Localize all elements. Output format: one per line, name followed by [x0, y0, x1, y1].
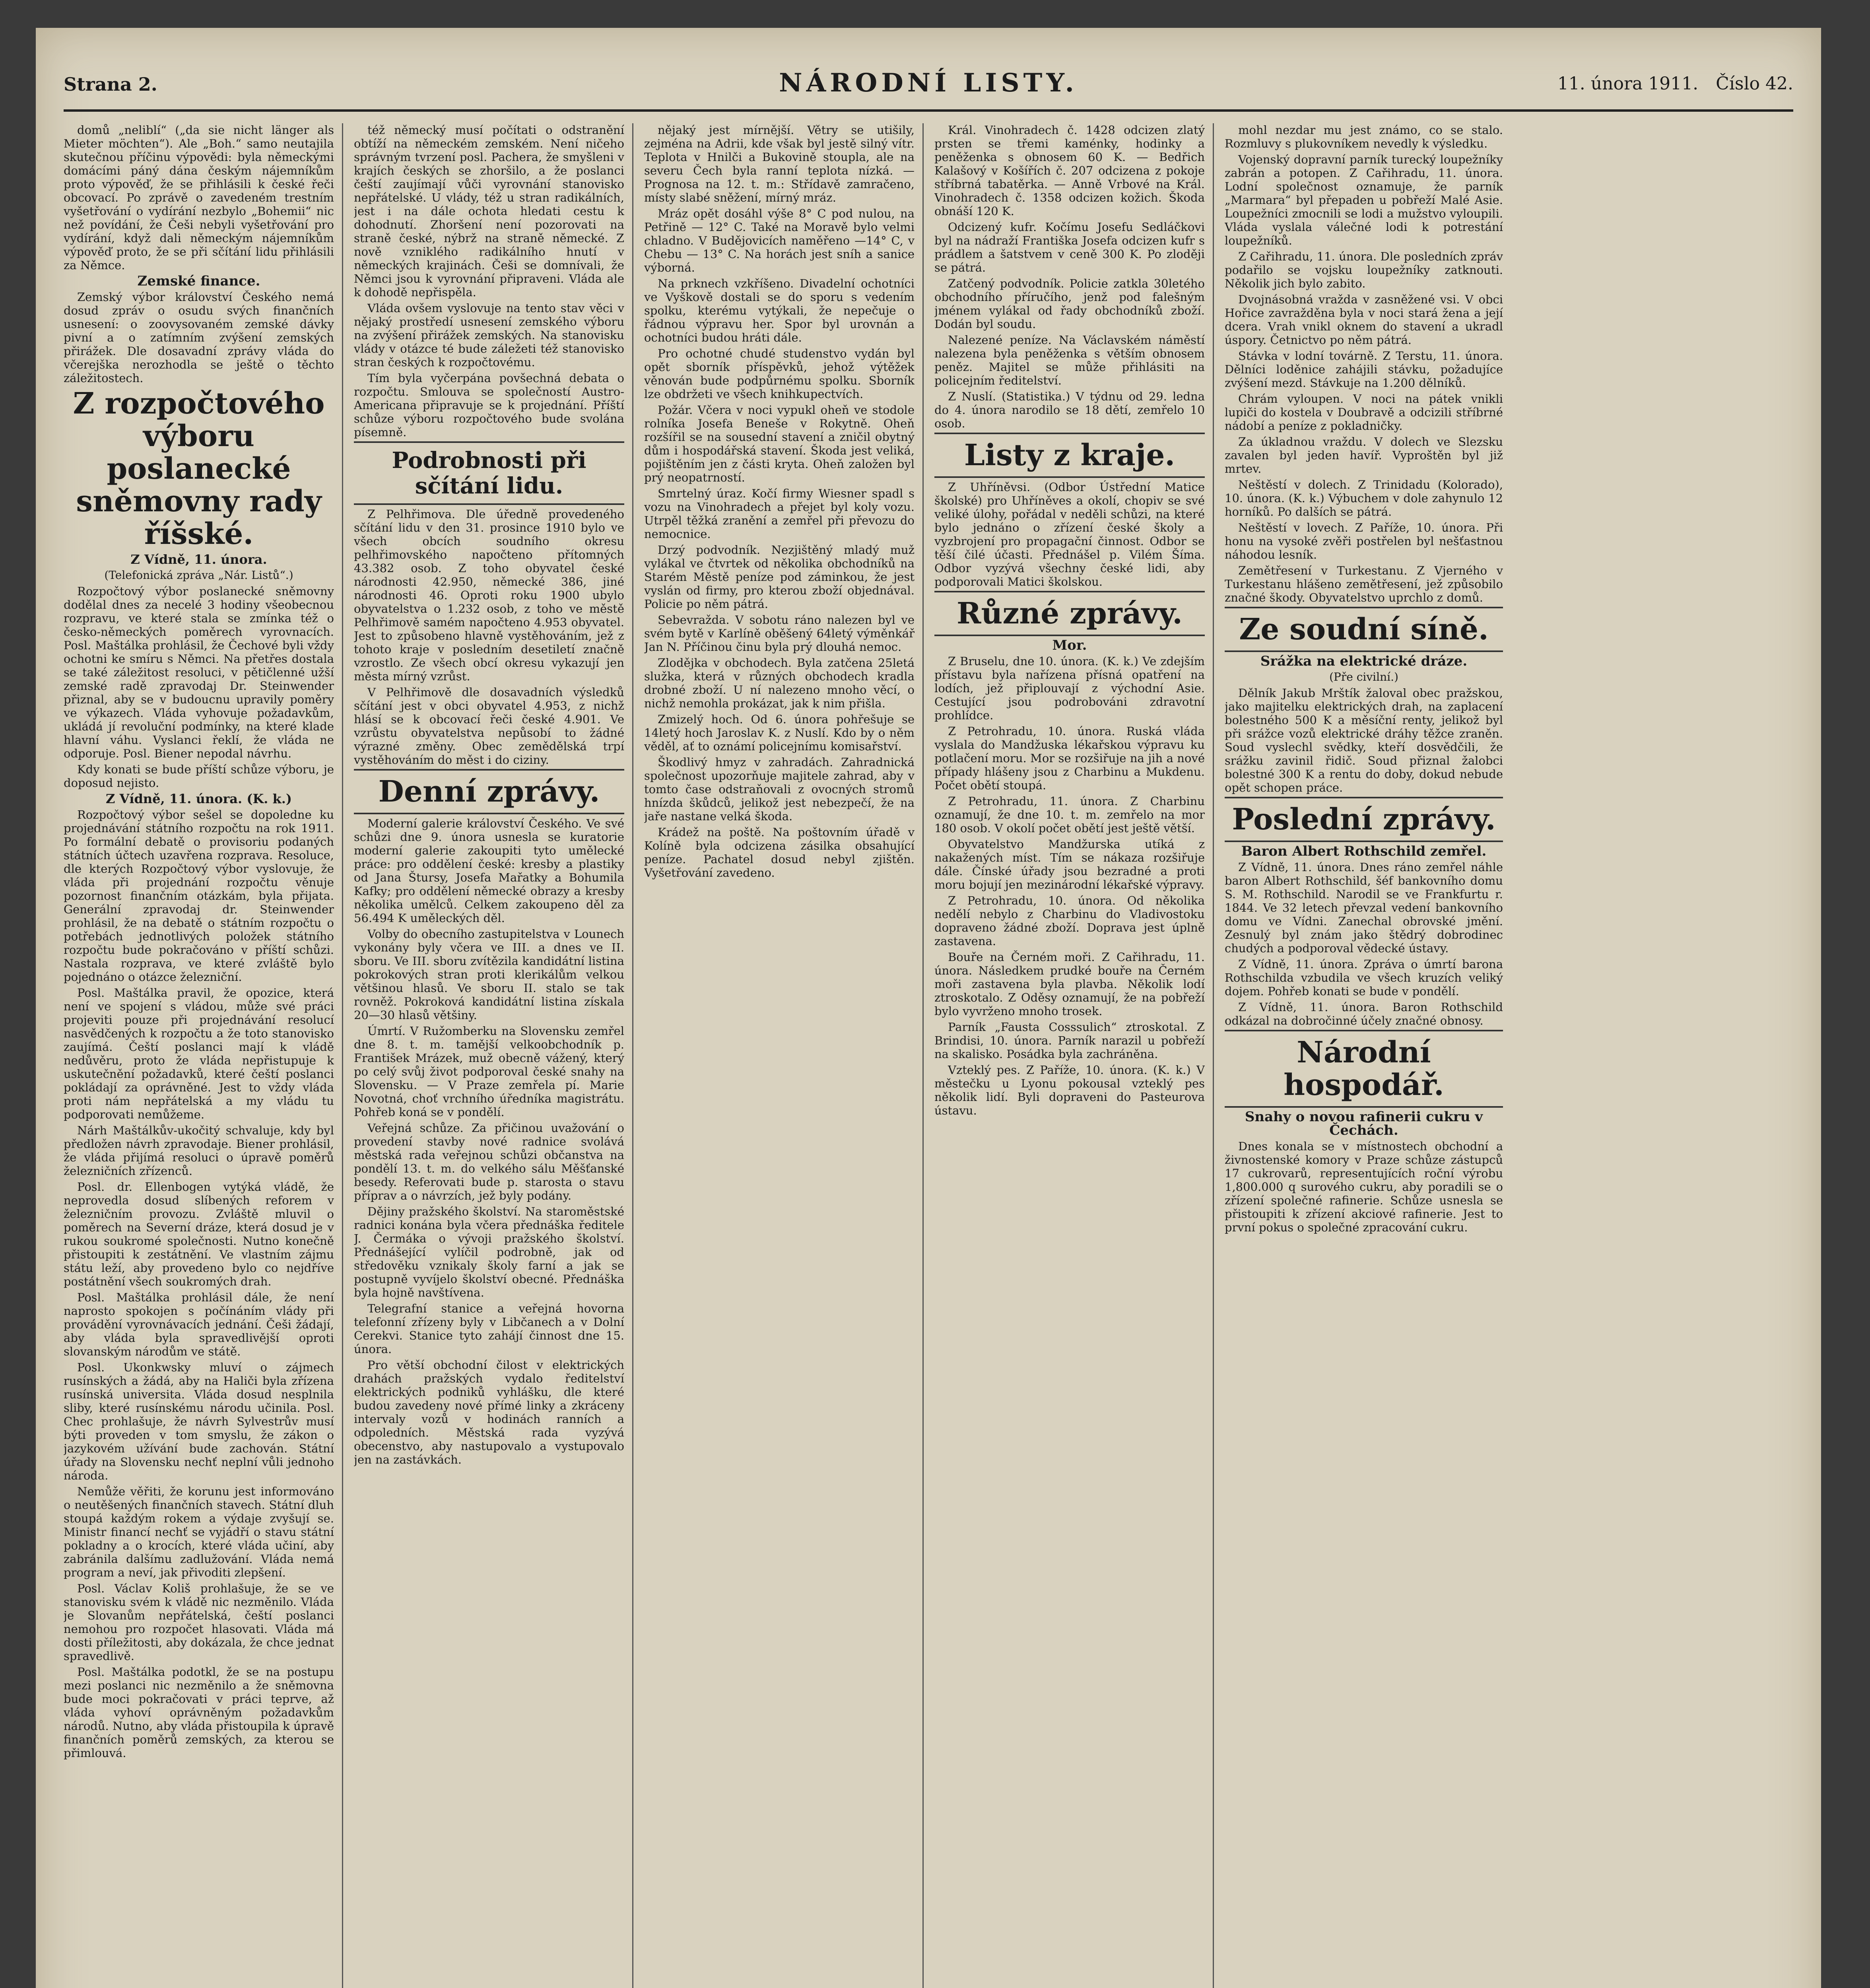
article-text: Z Bruselu, dne 10. února. (K. k.) Ve zdejším přístavu byla nařízena přísná opatření na lodích, jež připlouvají z východní Asie. Cestující jsou podrobováni zdravotní prohlídce. [934, 654, 1205, 722]
article-text: Požár. Včera v noci vypukl oheň ve stodole rolníka Josefa Beneše v Rokytně. Oheň rozšířil se na sousední stavení a zničil obytný dům i hospodářská stavení. Škoda jest veliká, pojištěním jen z části kryta. Oheň založen byl prý neopatrností. [644, 403, 915, 484]
article-text: Telegrafní stanice a veřejná hovorna telefonní zřízeny byly v Libčanech a v Dolní Cerekvi. Stanice tyto zahájí činnost dne 15. února. [354, 1302, 624, 1356]
dateline: Z Vídně, 11. února. [130, 552, 267, 567]
article-text: Posl. dr. Ellenbogen vytýká vládě, že neprovedla dosud slíbených reforem v železničním provozu. Zvláště mluvil o poměrech na Severní dráze, která dosud je v rukou soukromé společnosti. Nutno konečně přistoupiti k zestátnění. Ve vlastním zájmu státu leží, aby provedeno bylo co nejdříve postátnění všech soukromých drah. [64, 1180, 334, 1288]
section-heading: Denní zprávy. [354, 769, 624, 814]
column-4 [934, 123, 1205, 1988]
subheading: Srážka na elektrické dráze. [1260, 653, 1468, 669]
article-text: Obyvatelstvo Mandžurska utíká z nakažených míst. Tím se nákaza rozšiřuje dále. Čínské úřady jsou bezradné a proti moru bojují jen mezinárodní lékařské výpravy. [934, 837, 1205, 891]
article-text: Z Petrohradu, 11. února. Z Charbinu oznamují, že dne 10. t. m. zemřelo na mor 180 osob. V okolí počet obětí jest ještě větší. [934, 794, 1205, 835]
issue-number: Číslo 42. [1716, 74, 1793, 94]
article-text: Veřejná schůze. Za přičinou uvažování o provedení stavby nové radnice svolává městská rada veřejnou schůzi občanstva na pondělí 13. t. m. do velkého sálu Měšťanské besedy. Referovati bude p. starosta o stavu příprav a o návrzích, jež byly podány. [354, 1121, 624, 1202]
section-heading: Listy z kraje. [934, 433, 1205, 478]
subheading: Mor. [1052, 637, 1087, 653]
article-text: Zatčený podvodník. Policie zatkla 30letého obchodního příručího, jenž pod falešným jménem vylákal od řady obchodníků zboží. Dodán byl soudu. [934, 277, 1205, 331]
section-heading: Národní hospodář. [1225, 1030, 1503, 1108]
article-text: Za úkladnou vraždu. V dolech ve Slezsku zavalen byl jeden havíř. Vyproštěn byl již mrtev. [1225, 435, 1503, 476]
article-text: Vojenský dopravní parník turecký loupežníky zabrán a potopen. Z Cařihradu, 11. února. Lodní společnost oznamuje, že parník „Marmara“ byl přepaden u pobřeží Malé Asie. Loupežníci zmocnili se lodi a mužstvo vyloupili. Vláda vyslala válečné lodi k potrestání loupežníků. [1225, 153, 1503, 247]
article-text: domů „neliblí“ („da sie nicht länger als Mieter möchten“). Ale „Boh.“ samo neutajila skutečnou příčinu výpovědi: byla německými domácími páný dána českým nájemníkům proto výpověď, že se přihlásili k české řeči obcovací. Po zprávě o zavedeném trestním vyšetřování o vydírání nezbylo „Bohemii“ nic než povídání, že Češi nebyli vyšetřování pro vydírání, když dali německým nájemníkům výpověď proto, že se při sčítání lidu přihlásili za Němce. [64, 123, 334, 272]
article-text: Krádež na poště. Na poštovním úřadě v Kolíně byla odcizena zásilka obsahující peníze. Pachatel dosud nebyl zjištěn. Vyšetřování zavedeno. [644, 825, 915, 879]
column-rule [1213, 123, 1214, 1988]
article-text: Bouře na Černém moři. Z Cařihradu, 11. února. Následkem prudké bouře na Černém moři zastavena byla plavba. Několik lodí ztroskotalo. Z Oděsy oznamují, že na pobřeží bylo vyvrženo mnoho trosek. [934, 950, 1205, 1018]
article-text: Pro větší obchodní čilost v elektrických drahách pražských vydalo ředitelství elektrických podniků vyhlášku, dle které budou zavedeny nové přímé linky a zkráceny intervaly vozů v hodinách ranních a odpoledních. Městská rada vyzývá obecenstvo, aby nastupovalo a vystupovalo jen na zastávkách. [354, 1358, 624, 1466]
article-text: Král. Vinohradech č. 1428 odcizen zlatý prsten se třemi kaménky, hodinky a peněženka s obnosem 60 K. — Bedřich Kalašový v Košířích č. 207 odcizena z pokoje stříbrná tabatěrka. — Anně Vrbové na Král. Vinohradech č. 1358 odcizen kožich. Škoda obnáší 120 K. [934, 123, 1205, 218]
article-text: Sebevražda. V sobotu ráno nalezen byl ve svém bytě v Karlíně oběšený 64letý výměnkář Jan N. Příčinou činu byla prý dlouhá nemoc. [644, 613, 915, 654]
article-text: Pro ochotné chudé studenstvo vydán byl opět sborník příspěvků, jehož výtěžek věnován bude podpůrnému spolku. Sborník lze obdržeti ve všech knihkupectvích. [644, 347, 915, 401]
article-text: Z Uhříněvsi. (Odbor Ústřední Matice školské) pro Uhříněves a okolí, chopiv se své veliké úlohy, pořádal v neděli schůzi, na které bylo jednáno o zřízení české školy a vyzbrojení pro propagační činnost. Odbor se těší čilé účasti. Přednášel p. Vilém Šíma. Odbor vyzývá všechny české lidi, aby podporovali Matici školskou. [934, 480, 1205, 588]
page-header [64, 66, 1793, 112]
column-rule [632, 123, 633, 1988]
article-text: Tím byla vyčerpána povšechná debata o rozpočtu. Smlouva se společností Austro-Americana připravuje se k projednání. Příští schůze výboru rozpočtového bude svolána písemně. [354, 371, 624, 439]
article-text: Chrám vyloupen. V noci na pátek vnikli lupiči do kostela v Doubravě a odcizili stříbrné nádobí a peníze z pokladničky. [1225, 392, 1503, 433]
article-text: Úmrtí. V Ružomberku na Slovensku zemřel dne 8. t. m. tamější velkoobchodník p. František Mrázek, muž obecně vážený, který po celý svůj život podporoval české snahy na Slovensku. — V Praze zemřela pí. Marie Novotná, choť vrchního úředníka magistrátu. Pohřeb koná se v pondělí. [354, 1024, 624, 1119]
column-2 [354, 123, 624, 1988]
article-text: Dějiny pražského školství. Na staroměstské radnici konána byla včera přednáška ředitele J. Čermáka o vývoji pražského školství. Přednášející vylíčil podrobně, jak od středověku vznikaly školy farní a jak se postupně vyvíjelo školství obecné. Přednáška byla hojně navštívena. [354, 1205, 624, 1299]
subheading: Snahy o novou rafinerii cukru v Čechách. [1245, 1109, 1483, 1138]
article-text: Stávka v lodní továrně. Z Terstu, 11. února. Dělníci loděnice zahájili stávku, požadujíce zvýšení mezd. Stávkuje na 1.200 dělníků. [1225, 349, 1503, 390]
issue-date: 11. února 1911. [1557, 74, 1699, 94]
article-text: Z Vídně, 11. února. Dnes ráno zemřel náhle baron Albert Rothschild, šéf bankovního domu S. M. Rothschild. Narodil se ve Frankfurtu r. 1844. Ve 32 letech převzal vedení bankovního domu ve Vídni. Zanechal obrovské jmění. Zesnulý byl znám jako štědrý dobrodinec chudých a podporoval vědecké ústavy. [1225, 860, 1503, 955]
article-text: Mráz opět dosáhl výše 8° C pod nulou, na Petřině — 12° C. Také na Moravě bylo velmi chladno. V Budějovicích naměřeno —14° C, v Chebu — 13° C. Na horách jest sníh a sanice výborná. [644, 207, 915, 274]
article-text: Z Vídně, 11. února. Baron Rothschild odkázal na dobročinné účely značné obnosy. [1225, 1000, 1503, 1027]
article-text: Posl. Maštálka pravil, že opozice, která není ve spojení s vládou, může své práci projeviti pouze při projednávání resolucí nasvědčených k rozpočtu a že toto stanovisko zaujímá. Čeští poslanci mají k vládě nedůvěru, proto že vláda nepřistupuje k uskutečnění požadavků, které čeští poslanci pokládají za oprávněné. Jest to vždy vláda proti nám nepřátelská a my vládu tu podporovati nemůžeme. [64, 986, 334, 1121]
article-text: Volby do obecního zastupitelstva v Lounech vykonány byly včera ve III. a dnes ve II. sboru. Ve III. sboru zvítězila kandidátní listina pokrokových stran proti klerikálům velkou většinou hlasů. Ve sboru II. stalo se tak rovněž. Pokroková kandidátní listina získala 20—30 hlasů většiny. [354, 927, 624, 1022]
article-heading: Z rozpočtového výboru poslanecké sněmovny rady říšské. [73, 386, 325, 551]
article-text: Posl. Ukonkwsky mluví o zájmech rusínských a žádá, aby na Haliči byla zřízena rusínská universita. Vláda dosud nesplnila sliby, které rusínskému národu učinila. Posl. Chec prohlašuje, že návrh Sylvestrův musí býti proveden v tom smyslu, že zákon o jazykovém užívání bude zachován. Státní úřady na Slovensku nechť neplní vůli jednoho národa. [64, 1361, 334, 1482]
article-text: Z Cařihradu, 11. února. Dle posledních zpráv podařilo se vojsku loupežníky zatknouti. Několik jich bylo zabito. [1225, 250, 1503, 290]
source-note: (Telefonická zpráva „Nár. Listů“.) [104, 569, 293, 582]
section-heading: Různé zprávy. [934, 591, 1205, 636]
article-text: Nemůže věřiti, že korunu jest informováno o neutěšených finančních stavech. Státní dluh stoupá každým rokem a výdaje zvyšují se. Ministr financí nechť se vyjádří o stavu státní pokladny a o krocích, které vláda učiní, aby zabránila dalšímu zadlužování. Vláda nemá program a neví, jak přivoditi zlepšení. [64, 1485, 334, 1579]
article-heading: Podrobnosti při sčítání lidu. [354, 441, 624, 505]
subheading-note: (Pře civilní.) [1329, 670, 1398, 683]
issue-info [1546, 74, 1793, 94]
article-text: Z Vídně, 11. února. Zpráva o úmrtí barona Rothschilda vzbudila ve všech kruzích veliký dojem. Pohřeb konati se bude v pondělí. [1225, 957, 1503, 998]
article-text: Zmizelý hoch. Od 6. února pohřešuje se 14letý hoch Jaroslav K. z Nuslí. Kdo by o něm věděl, ať to oznámí policejnímu komisařství. [644, 712, 915, 753]
column-rule [922, 123, 924, 1988]
article-text: Nalezené peníze. Na Václavském náměstí nalezena byla peněženka s větším obnosem peněz. Majitel se může přihlásiti na policejním ředitelství. [934, 333, 1205, 387]
article-text: Zlodějka v obchodech. Byla zatčena 25letá služka, která v různých obchodech kradla drobné zboží. U ní nalezeno mnoho věcí, o nichž nemohla prokázat, jak k nim přišla. [644, 656, 915, 710]
subheading: Baron Albert Rothschild zemřel. [1241, 843, 1487, 859]
article-text: Nárh Maštálkův-ukočitý schvaluje, kdy byl předložen návrh zpravodaje. Biener prohlásil, že vláda přijímá resoluci o úpravě poměrů železničních zřízenců. [64, 1124, 334, 1178]
article-text: Drzý podvodník. Nezjištěný mladý muž vylákal ve čtvrtek od několika obchodníků na Starém Městě peníze pod záminkou, že jest vyslán od firmy, pro kterou zboží objednával. Policie po něm pátrá. [644, 543, 915, 611]
masthead: NÁRODNÍ LISTY. [779, 68, 1078, 98]
page-number: Strana 2. [64, 74, 157, 95]
article-text: Smrtelný úraz. Kočí firmy Wiesner spadl s vozu na Vinohradech a přejet byl koly vozu. Utrpěl těžká zranění a zemřel při převozu do nemocnice. [644, 487, 915, 541]
section-heading: Zemské finance. [137, 273, 260, 289]
article-text: Dnes konala se v místnostech obchodní a živnostenské komory v Praze schůze zástupců 17 cukrovarů, representujících roční výrobu 1,800.000 q surového cukru, aby poradili se o zřízení společné rafinerie. Schůze usnesla se přistoupiti k zřízení akciové rafinerie. Jest to první pokus o společné zpracování cukru. [1225, 1140, 1503, 1234]
article-text: Posl. Maštálka podotkl, že se na postupu mezi poslanci nic nezměnilo a že sněmovna bude moci pokračovati v práci teprve, až vláda vyhoví oprávněným požadavkům národů. Nutno, aby vláda přistoupila k úpravě finančních poměrů zemských, za kterou se přimlouvá. [64, 1665, 334, 1760]
article-text: Vzteklý pes. Z Paříže, 10. února. (K. k.) V městečku u Lyonu pokousal vzteklý pes několik lidí. Byli dopraveni do Pasteurova ústavu. [934, 1063, 1205, 1117]
article-text: nějaký jest mírnější. Větry se utišily, zejména na Adrii, kde však byl jestě silný vítr. Teplota v Hnilči a Bukovině stoupla, ale na severu Čech byla ranní teplota nízká. — Prognosa na 12. t. m.: Střídavě zamračeno, místy slabé sněžení, mírný mráz. [644, 123, 915, 204]
article-text: Z Pelhřimova. Dle úředně provedeného sčítání lidu v den 31. prosince 1910 bylo ve všech obcích soudního okresu pelhřimovského napočteno přítomných 43.382 osob. Z toho obyvatel české národnosti 42.950, německé 386, jiné národnosti 46. Oproti roku 1900 ubylo obyvatelstva o 1.232 osob, z toho ve městě Pelhřimově samém napočteno 4.953 obyvatel. Jest to způsobeno hlavně vystěhováním, jež z tohoto kraje v posledním desetiletí značně vzrostlo. Ze všech obcí okresu vykazují jen města mírný vzrůst. [354, 507, 624, 683]
article-text: Moderní galerie království Českého. Ve své schůzi dne 9. února usnesla se kuratorie moderní galerie zakoupiti tyto umělecké práce: pro oddělení české: kresby a plastiky od Jana Štursy, Josefa Mařatky a Bohumila Kafky; pro oddělení německé obrazy a kresby několika umělců. Celkem zakoupeno děl za 56.494 K uměleckých děl. [354, 817, 624, 925]
article-text: Zemětřesení v Turkestanu. Z Vjerného v Turkestanu hlášeno zemětřesení, jež způsobilo značné škody. Obyvatelstvo uprchlo z domů. [1225, 564, 1503, 604]
article-text: mohl nezdar mu jest známo, co se stalo. Rozmluvy s plukovníkem nevedly k výsledku. [1225, 123, 1503, 150]
dateline: Z Vídně, 11. února. (K. k.) [105, 791, 292, 806]
article-text: Kdy konati se bude příští schůze výboru, je doposud nejisto. [64, 763, 334, 790]
article-text: Vláda ovšem vyslovuje na tento stav věci v nějaký prostředí usnesení zemského výboru na zvýšení přirážek zemských. Na stanovisku vlády v otázce té bude záležeti též stanovisko stran českých k rozpočtovému. [354, 301, 624, 369]
article-text: Posl. Václav Koliš prohlašuje, že se ve stanovisku svém k vládě nic nezměnilo. Vláda je Slovanům nepřátelská, čeští poslanci nemohou pro rozpočet hlasovati. Vláda má dosti příležitosti, aby dokázala, že chce jednat spravedlivě. [64, 1582, 334, 1663]
column-rule [342, 123, 343, 1988]
article-text: Parník „Fausta Cosssulich“ ztroskotal. Z Brindisi, 10. února. Parník narazil u pobřeží na skalisko. Posádka byla zachráněna. [934, 1020, 1205, 1061]
article-text: Rozpočtový výbor sešel se dopoledne ku projednávání státního rozpočtu na rok 1911. Po formální debatě o provisoriu podaných státních účtech uzavřena rozprava. Resoluce, dle kterých Rozpočtový výbor vyslovuje, že vláda při projednání rozpočtu věnuje pozornost finančním otázkám, byla přijata. Generální zpravodaj dr. Steinwender prohlásil, že na debatě o státním rozpočtu o potřebách jednotlivých položek státního rozpočtu bude pokračováno v příští schůzi. Nastala rozprava, ve které zvláště bylo pojednáno o otázce železniční. [64, 808, 334, 984]
article-text: Neštěstí v lovech. Z Paříže, 10. února. Při honu na vysoké zvěři postřelen byl nešťastnou náhodou lesník. [1225, 521, 1503, 561]
article-text: Na prknech vzkříšeno. Divadelní ochotníci ve Vyškově dostali se do sporu s vedením spolku, kterému vytýkali, že nepečuje o řádnou výpravu her. Spor byl urovnán a ochotníci budou hráti dále. [644, 277, 915, 344]
section-heading: Poslední zprávy. [1225, 797, 1503, 842]
article-text: Posl. Maštálka prohlásil dále, že není naprosto spokojen s počínáním vlády při provádění vyrovnávacích jednání. Češi žádají, aby vláda byla spravedlivější oproti slovanským národům ve státě. [64, 1291, 334, 1358]
newspaper-page [36, 28, 1821, 1988]
article-text: Z Petrohradu, 10. února. Ruská vláda vyslala do Mandžuska lékařskou výpravu ku potlačení moru. Mor se rozšiřuje na jih a nové případy hlášeny jsou z Charbinu a Mukdenu. Počet obětí stoupá. [934, 724, 1205, 792]
article-text: Dělník Jakub Mrštík žaloval obec pražskou, jako majitelku elektrických drah, na zaplacení bolestného 500 K a měsíční renty, jelikož byl při srážce vozů elektrické dráhy těžce zraněn. Soud vyslechl svědky, kteří dosvědčili, že srážku zavinil řidič. Soud přiznal žalobci bolestné 300 K a rentu do doby, dokud nebude opět schopen práce. [1225, 686, 1503, 794]
section-heading: Ze soudní síně. [1225, 607, 1503, 652]
article-text: V Pelhřimově dle dosavadních výsledků sčítání jest v obci obyvatel 4.953, z nichž hlásí se k obcovací řeči české 4.901. Ve vzrůstu obyvatelstva nepůsobí to žádné výrazné změny. Obec zemědělská trpí vystěhováním do měst i do ciziny. [354, 685, 624, 767]
article-text: Rozpočtový výbor poslanecké sněmovny dodělal dnes za necelé 3 hodiny všeobecnou rozpravu, ve které stala se zmínka též o česko-německých poměrech vyrovnacích. Posl. Maštálka prohlásil, že Čechové byli vždy ochotni ke smíru s Němci. Na přetřes dostala se také záležitost resoluci, v pětičlenné užší zemské radě zpravodaj Dr. Steinwender přiznal, aby se v budoucnu upravily poměry ve výkazech. Vláda vyhovuje požadavkům, ukládá jí revoluční podmínky, na které klade hlavní váhu. Vyslanci řeklí, že vláda ne odporuje. Posl. Biener nepodal návrhu. [64, 584, 334, 760]
article-text: Odcizený kufr. Kočímu Josefu Sedláčkovi byl na nádraží Františka Josefa odcizen kufr s prádlem a šatstvem v ceně 300 K. Po zloději se pátrá. [934, 220, 1205, 274]
column-1 [64, 123, 334, 1988]
article-text: též německý musí počítati o odstranění obtíží na německém zemském. Není ničeho správným tvrzení posl. Pachera, že smyšleni v krajích českých se zhoršilo, a že poslanci čeští zaujímají vůči vyrovnání stanovisko nepřátelské. U vlády, též u stran radikálních, jest i na dále ochota hledati cestu k dohodnutí. Zhoršení není pozorovati na straně české, nýbrž na straně německé. Z nově vzniklého radikálního hnutí v německých krajinách. Češi se domnívali, že Němci jsou k vyrovnání připraveni. Vláda ale k dohodě nepřispěla. [354, 123, 624, 299]
article-text: Neštěstí v dolech. Z Trinidadu (Kolorado), 10. února. (K. k.) Výbuchem v dole zahynulo 12 horníků. Po dalších se pátrá. [1225, 478, 1503, 518]
article-text: Z Petrohradu, 10. února. Od několika nedělí nebylo z Charbinu do Vladivostoku dopraveno žádné zboží. Doprava jest úplně zastavena. [934, 894, 1205, 948]
article-text: Škodlivý hmyz v zahradách. Zahradnická společnost upozorňuje majitele zahrad, aby v tomto čase odstraňovali z ovocných stromů hnízda škůdců, jelikož jest nebezpečí, že na jaře nastane velká škoda. [644, 755, 915, 823]
article-text: Dvojnásobná vražda v zasněžené vsi. V obci Hořice zavražděna byla v noci stará žena a její dcera. Vrah vnikl oknem do stavení a ukradl úspory. Četnictvo po něm pátrá. [1225, 293, 1503, 347]
column-5 [1225, 123, 1503, 1988]
article-text: Z Nuslí. (Statistika.) V týdnu od 29. ledna do 4. února narodilo se 18 dětí, zemřelo 10 osob. [934, 390, 1205, 430]
article-text: Zemský výbor království Českého nemá dosud zpráv o osudu svých finančních usnesení: o zoovysovaném zemské dávky pivní a o zatímním zvýšení zemských přirážek. Dle dosavadní zprávy vláda do včerejška nerozhodla se ještě o těchto záležitostech. [64, 290, 334, 385]
column-3 [644, 123, 915, 1988]
